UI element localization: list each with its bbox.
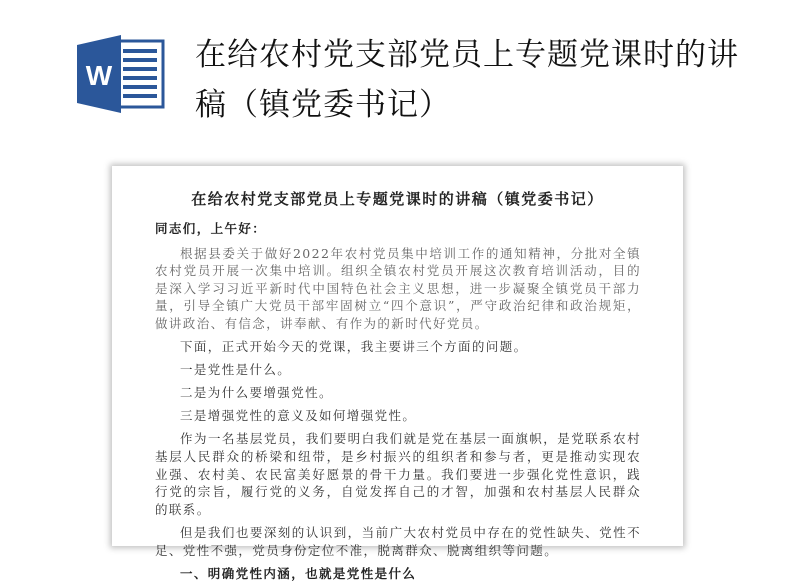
paragraph: 作为一名基层党员，我们要明白我们就是党在基层一面旗帜，是党联系农村基层人民群众的桥梁和纽带，是乡村振兴的组织者和参与者，更是推动实现农业强、农村美、农民富美好愿景的骨干力量。我们要进一步强化党性意识，践行党的宗旨，履行党的义务，自觉发挥自己的才智，加强和农村基层人民群众的联系。 — [155, 431, 641, 517]
page-title: 在给农村党支部党员上专题党课时的讲稿（镇党委书记） — [195, 37, 739, 123]
paragraph: 根据县委关于做好2022年农村党员集中培训工作的通知精神，分批对全镇农村党员开展一次集中培训。组织全镇农村党员开展这次教育培训活动，目的是深入学习习近平新时代中国特色社会主义思想，进一步凝聚全镇党员干部力量，引导全镇广大党员干部牢固树立“四个意识”，严守政治纪律和政治规矩，做讲政治、有信念，讲奉献、有作为的新时代好党员。 — [155, 245, 641, 331]
paragraph: 下面，正式开始今天的党课，我主要讲三个方面的问题。 — [180, 339, 528, 355]
document-body — [155, 220, 641, 588]
word-icon — [77, 33, 165, 115]
paragraph: 一是党性是什么。 — [180, 362, 292, 378]
greeting: 同志们，上午好： — [155, 221, 267, 236]
paragraph: 三是增强党性的意义及如何增强党性。 — [180, 408, 417, 424]
section-heading: 一、明确党性内涵，也就是党性是什么 — [180, 565, 417, 581]
paragraph: 但是我们也要深刻的认识到，当前广大农村党员中存在的党性缺失、党性不足、党性不强，党员身份定位不准，脱离群众、脱离组织等问题。 — [155, 524, 641, 558]
document-page — [112, 166, 683, 581]
word-icon-letter: W — [85, 60, 113, 91]
paragraph: 二是为什么要增强党性。 — [180, 385, 333, 401]
document-title: 在给农村党支部党员上专题党课时的讲稿（镇党委书记） — [191, 190, 604, 208]
